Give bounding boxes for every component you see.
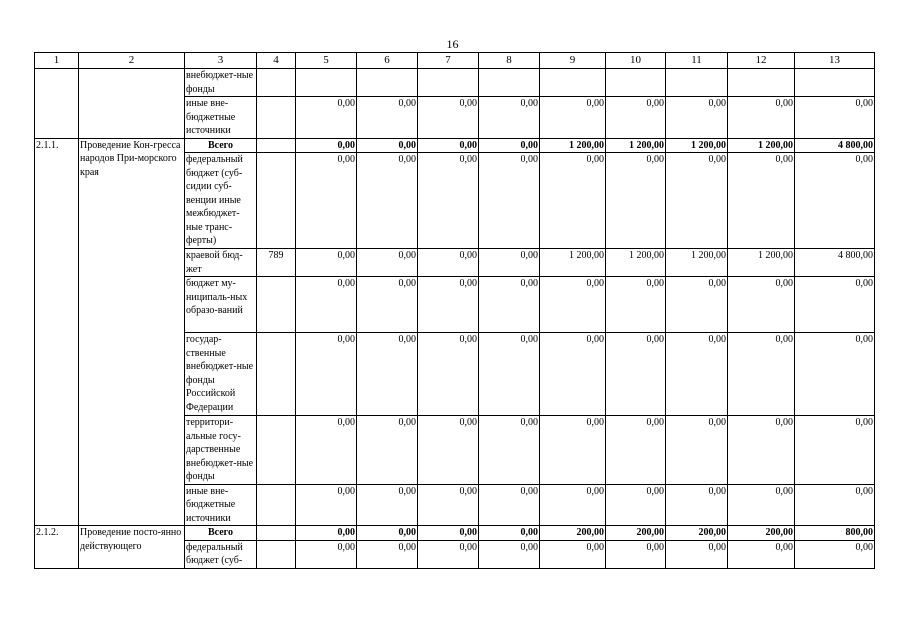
value-cell: 0,00 — [540, 97, 606, 139]
value-cell: 0,00 — [606, 153, 666, 249]
grbs-cell — [257, 97, 296, 139]
value-cell: 0,00 — [728, 277, 795, 333]
value-cell: 0,00 — [795, 540, 875, 568]
value-cell: 0,00 — [296, 153, 357, 249]
value-cell: 0,00 — [606, 484, 666, 526]
source-cell: Всего — [185, 138, 257, 153]
code-cell: 2.1.1. — [35, 138, 79, 526]
value-cell: 0,00 — [418, 540, 479, 568]
value-cell: 0,00 — [296, 484, 357, 526]
value-cell: 0,00 — [357, 97, 418, 139]
value-cell: 0,00 — [728, 153, 795, 249]
value-cell: 0,00 — [666, 416, 728, 485]
value-cell: 200,00 — [540, 526, 606, 541]
value-cell: 0,00 — [418, 249, 479, 277]
value-cell: 0,00 — [296, 540, 357, 568]
value-cell: 0,00 — [540, 153, 606, 249]
grbs-cell — [257, 416, 296, 485]
value-cell: 1 200,00 — [666, 138, 728, 153]
value-cell: 0,00 — [479, 153, 540, 249]
value-cell: 1 200,00 — [540, 138, 606, 153]
value-cell: 0,00 — [479, 97, 540, 139]
value-cell: 0,00 — [296, 416, 357, 485]
value-cell: 0,00 — [357, 416, 418, 485]
value-cell: 0,00 — [795, 416, 875, 485]
value-cell: 1 200,00 — [606, 249, 666, 277]
value-cell: 0,00 — [418, 153, 479, 249]
value-cell: 0,00 — [666, 333, 728, 416]
source-cell: иные вне-бюджетные источники — [185, 97, 257, 139]
value-cell: 4 800,00 — [795, 249, 875, 277]
value-cell: 0,00 — [606, 416, 666, 485]
value-cell: 0,00 — [418, 138, 479, 153]
source-cell: территори-альные госу-дарственные внебюджет-ные фонды — [185, 416, 257, 485]
value-cell: 0,00 — [795, 333, 875, 416]
value-cell: 0,00 — [606, 97, 666, 139]
value-cell — [795, 69, 875, 97]
value-cell: 0,00 — [357, 138, 418, 153]
value-cell: 0,00 — [795, 484, 875, 526]
value-cell: 0,00 — [296, 277, 357, 333]
value-cell: 0,00 — [666, 97, 728, 139]
value-cell: 200,00 — [728, 526, 795, 541]
header-cell: 8 — [479, 53, 540, 69]
source-cell: бюджет му-ниципаль-ных образо-ваний — [185, 277, 257, 333]
value-cell: 0,00 — [728, 416, 795, 485]
grbs-cell: 789 — [257, 249, 296, 277]
grbs-cell — [257, 526, 296, 541]
value-cell: 0,00 — [606, 540, 666, 568]
value-cell: 1 200,00 — [540, 249, 606, 277]
grbs-cell — [257, 333, 296, 416]
value-cell: 0,00 — [479, 277, 540, 333]
value-cell: 0,00 — [479, 416, 540, 485]
value-cell: 0,00 — [666, 540, 728, 568]
value-cell: 1 200,00 — [606, 138, 666, 153]
value-cell: 4 800,00 — [795, 138, 875, 153]
value-cell: 0,00 — [540, 416, 606, 485]
header-cell: 3 — [185, 53, 257, 69]
value-cell — [479, 69, 540, 97]
grbs-cell — [257, 484, 296, 526]
event-name-cell — [79, 69, 185, 139]
value-cell: 0,00 — [418, 526, 479, 541]
value-cell — [540, 69, 606, 97]
header-cell: 2 — [79, 53, 185, 69]
value-cell: 1 200,00 — [728, 138, 795, 153]
value-cell — [666, 69, 728, 97]
header-cell: 5 — [296, 53, 357, 69]
value-cell: 0,00 — [357, 249, 418, 277]
value-cell: 0,00 — [357, 526, 418, 541]
grbs-cell — [257, 277, 296, 333]
value-cell: 0,00 — [479, 540, 540, 568]
table-row — [35, 69, 875, 97]
table-row-total — [35, 138, 875, 153]
value-cell: 0,00 — [540, 540, 606, 568]
value-cell: 0,00 — [540, 277, 606, 333]
value-cell: 0,00 — [728, 97, 795, 139]
value-cell: 0,00 — [479, 138, 540, 153]
header-cell: 7 — [418, 53, 479, 69]
value-cell: 200,00 — [606, 526, 666, 541]
source-cell: внебюджет-ные фонды — [185, 69, 257, 97]
value-cell: 0,00 — [418, 333, 479, 416]
value-cell: 0,00 — [479, 249, 540, 277]
value-cell: 0,00 — [606, 277, 666, 333]
header-row — [35, 53, 875, 69]
code-cell — [35, 69, 79, 139]
source-cell: государ-ственные внебюджет-ные фонды Российской Федерации — [185, 333, 257, 416]
source-cell: иные вне-бюджетные источники — [185, 484, 257, 526]
code-cell: 2.1.2. — [35, 526, 79, 569]
header-cell: 1 — [35, 53, 79, 69]
source-cell: краевой бюд-жет — [185, 249, 257, 277]
header-cell: 9 — [540, 53, 606, 69]
value-cell: 0,00 — [357, 153, 418, 249]
value-cell: 1 200,00 — [728, 249, 795, 277]
grbs-cell — [257, 540, 296, 568]
header-cell: 6 — [357, 53, 418, 69]
value-cell: 0,00 — [728, 333, 795, 416]
source-cell: федеральный бюджет (суб- — [185, 540, 257, 568]
value-cell: 0,00 — [418, 97, 479, 139]
value-cell: 0,00 — [357, 333, 418, 416]
value-cell — [357, 69, 418, 97]
header-cell: 11 — [666, 53, 728, 69]
value-cell: 1 200,00 — [666, 249, 728, 277]
value-cell: 0,00 — [296, 249, 357, 277]
source-cell: Всего — [185, 526, 257, 541]
value-cell: 0,00 — [795, 277, 875, 333]
event-name-cell: Проведение посто-янно действующего — [79, 526, 185, 569]
value-cell: 0,00 — [418, 416, 479, 485]
source-cell: федеральный бюджет (суб-сидии суб-венции иные межбюджет-ные транс-ферты) — [185, 153, 257, 249]
value-cell: 0,00 — [540, 484, 606, 526]
event-name-cell: Проведение Кон-гресса народов При-морского края — [79, 138, 185, 526]
value-cell: 0,00 — [296, 526, 357, 541]
value-cell: 0,00 — [606, 333, 666, 416]
value-cell: 0,00 — [357, 540, 418, 568]
value-cell: 0,00 — [296, 333, 357, 416]
value-cell: 800,00 — [795, 526, 875, 541]
value-cell: 0,00 — [418, 484, 479, 526]
value-cell: 0,00 — [296, 138, 357, 153]
value-cell: 200,00 — [666, 526, 728, 541]
grbs-cell — [257, 69, 296, 97]
page-number: 16 — [446, 37, 459, 51]
header-cell: 10 — [606, 53, 666, 69]
value-cell — [606, 69, 666, 97]
budget-table — [34, 52, 875, 569]
header-cell: 4 — [257, 53, 296, 69]
value-cell: 0,00 — [357, 484, 418, 526]
table-row-total — [35, 526, 875, 541]
value-cell: 0,00 — [418, 277, 479, 333]
value-cell: 0,00 — [296, 97, 357, 139]
value-cell: 0,00 — [479, 333, 540, 416]
value-cell: 0,00 — [357, 277, 418, 333]
header-cell: 13 — [795, 53, 875, 69]
value-cell: 0,00 — [479, 484, 540, 526]
grbs-cell — [257, 153, 296, 249]
value-cell: 0,00 — [728, 540, 795, 568]
value-cell: 0,00 — [479, 526, 540, 541]
value-cell: 0,00 — [666, 484, 728, 526]
value-cell — [418, 69, 479, 97]
value-cell — [728, 69, 795, 97]
grbs-cell — [257, 138, 296, 153]
value-cell: 0,00 — [795, 97, 875, 139]
value-cell: 0,00 — [728, 484, 795, 526]
header-cell: 12 — [728, 53, 795, 69]
value-cell: 0,00 — [666, 153, 728, 249]
value-cell: 0,00 — [795, 153, 875, 249]
value-cell: 0,00 — [540, 333, 606, 416]
value-cell: 0,00 — [666, 277, 728, 333]
value-cell — [296, 69, 357, 97]
